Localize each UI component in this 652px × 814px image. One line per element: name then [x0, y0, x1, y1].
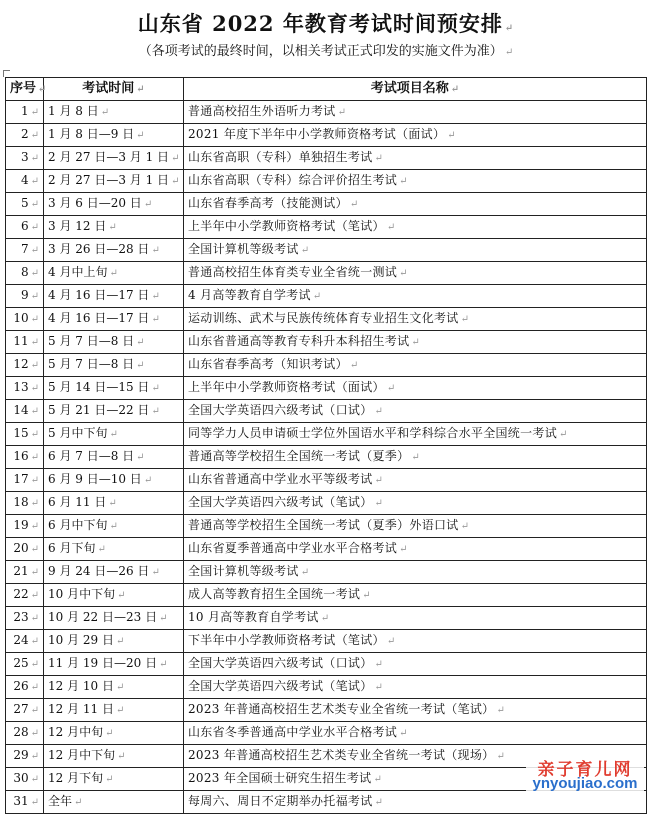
- paragraph-mark-icon: ↵: [151, 314, 160, 325]
- row-exam-name-cell: 2023 年全国硕士研究生招生考试 ↵: [184, 768, 647, 791]
- table-row: [6, 469, 647, 492]
- table-row: [6, 722, 647, 745]
- row-number-cell: 6 ↵: [6, 216, 44, 239]
- table-row: [6, 538, 647, 561]
- paragraph-mark-icon: ↵: [386, 222, 396, 233]
- paragraph-mark-icon: ↵: [374, 682, 384, 693]
- row-number-cell: 3 ↵: [6, 147, 44, 170]
- paragraph-mark-icon: ↵: [337, 107, 347, 118]
- row-number-cell: 11 ↵: [6, 331, 44, 354]
- paragraph-mark-icon: ↵: [171, 176, 180, 187]
- row-exam-time-cell: 3 月 6 日—20 日 ↵: [44, 193, 184, 216]
- table-row: [6, 400, 647, 423]
- paragraph-mark-icon: ↵: [30, 222, 39, 233]
- table-row: [6, 216, 647, 239]
- paragraph-mark-icon: ↵: [109, 521, 118, 532]
- row-exam-time-cell: 4 月 16 日—17 日 ↵: [44, 285, 184, 308]
- row-exam-name-cell: 下半年中小学教师资格考试（笔试） ↵: [184, 630, 647, 653]
- row-exam-time-cell: 12 月 10 日 ↵: [44, 676, 184, 699]
- paragraph-mark-icon: ↵: [30, 291, 39, 302]
- paragraph-mark-icon: ↵: [74, 797, 83, 808]
- row-number-cell: 18 ↵: [6, 492, 44, 515]
- paragraph-mark-icon: ↵: [30, 797, 39, 808]
- row-number-cell: 24 ↵: [6, 630, 44, 653]
- paragraph-mark-icon: ↵: [143, 475, 153, 486]
- paragraph-mark-icon: ↵: [97, 544, 106, 555]
- paragraph-mark-icon: ↵: [399, 268, 408, 279]
- table-row: [6, 515, 647, 538]
- paragraph-mark-icon: ↵: [30, 176, 39, 187]
- row-number-cell: 14 ↵: [6, 400, 44, 423]
- row-exam-time-cell: 6 月下旬 ↵: [44, 538, 184, 561]
- header-exam-name: 考试项目名称 ↵: [184, 78, 647, 101]
- paragraph-mark-icon: ↵: [30, 682, 39, 693]
- paragraph-mark-icon: ↵: [136, 130, 145, 141]
- row-number-cell: 16 ↵: [6, 446, 44, 469]
- paragraph-mark-icon: ↵: [460, 521, 470, 532]
- paragraph-mark-icon: ↵: [115, 705, 125, 716]
- row-exam-time-cell: 10 月 22 日—23 日 ↵: [44, 607, 184, 630]
- paragraph-mark-icon: ↵: [30, 475, 39, 486]
- row-number-cell: 31 ↵: [6, 791, 44, 814]
- table-row: [6, 446, 647, 469]
- row-exam-name-cell: 普通高校招生外语听力考试 ↵: [184, 101, 647, 124]
- paragraph-mark-icon: ↵: [374, 498, 384, 509]
- paragraph-mark-icon: ↵: [320, 613, 330, 624]
- paragraph-mark-icon: ↵: [30, 613, 39, 624]
- row-exam-time-cell: 6 月 7 日—8 日 ↵: [44, 446, 184, 469]
- paragraph-mark-icon: ↵: [496, 751, 506, 762]
- paragraph-mark-icon: ↵: [117, 751, 126, 762]
- paragraph-mark-icon: ↵: [136, 337, 145, 348]
- row-exam-name-cell: 山东省普通高等教育专科升本科招生考试 ↵: [184, 331, 647, 354]
- paragraph-mark-icon: ↵: [151, 383, 160, 394]
- row-exam-time-cell: 3 月 26 日—28 日 ↵: [44, 239, 184, 262]
- row-exam-time-cell: 10 月 29 日 ↵: [44, 630, 184, 653]
- row-number-cell: 9 ↵: [6, 285, 44, 308]
- row-exam-name-cell: 山东省高职（专科）单独招生考试 ↵: [184, 147, 647, 170]
- paragraph-mark-icon: ↵: [30, 498, 39, 509]
- paragraph-mark-icon: ↵: [30, 199, 39, 210]
- document-title: [0, 8, 652, 38]
- paragraph-mark-icon: ↵: [109, 268, 118, 279]
- row-exam-name-cell: 普通高等学校招生全国统一考试（夏季） ↵: [184, 446, 647, 469]
- subtitle-text: （各项考试的最终时间，以相关考试正式印发的实施文件为准）: [138, 44, 503, 59]
- row-exam-name-cell: 普通高等学校招生全国统一考试（夏季）外语口试 ↵: [184, 515, 647, 538]
- paragraph-mark-icon: ↵: [411, 337, 421, 348]
- paragraph-mark-icon: ↵: [460, 314, 470, 325]
- paragraph-mark-icon: ↵: [30, 337, 39, 348]
- row-exam-time-cell: 4 月中上旬 ↵: [44, 262, 184, 285]
- row-exam-time-cell: 9 月 24 日—26 日 ↵: [44, 561, 184, 584]
- paragraph-mark-icon: ↵: [108, 498, 117, 509]
- paragraph-mark-icon: ↵: [115, 682, 125, 693]
- paragraph-mark-icon: ↵: [30, 383, 39, 394]
- paragraph-mark-icon: ↵: [374, 659, 384, 670]
- row-exam-time-cell: 2 月 27 日—3 月 1 日 ↵: [44, 147, 184, 170]
- paragraph-mark-icon: ↵: [504, 23, 515, 34]
- row-number-cell: 23 ↵: [6, 607, 44, 630]
- row-exam-time-cell: 1 月 8 日 ↵: [44, 101, 184, 124]
- table-row: [6, 262, 647, 285]
- paragraph-mark-icon: ↵: [105, 774, 114, 785]
- paragraph-mark-icon: ↵: [374, 475, 384, 486]
- paragraph-mark-icon: ↵: [373, 774, 383, 785]
- header-number: 序号 ↵: [6, 78, 44, 101]
- row-exam-name-cell: 山东省春季高考（技能测试） ↵: [184, 193, 647, 216]
- paragraph-mark-icon: ↵: [109, 429, 118, 440]
- row-exam-name-cell: 4 月高等教育自学考试 ↵: [184, 285, 647, 308]
- table-row: [6, 630, 647, 653]
- row-exam-time-cell: 12 月中旬 ↵: [44, 722, 184, 745]
- table-header-row: [6, 78, 647, 101]
- table-row: [6, 101, 647, 124]
- paragraph-mark-icon: ↵: [386, 383, 396, 394]
- watermark-site-url: ynyoujiao.com: [532, 775, 638, 792]
- paragraph-mark-icon: ↵: [30, 774, 39, 785]
- row-exam-time-cell: 5 月 14 日—15 日 ↵: [44, 377, 184, 400]
- row-number-cell: 8 ↵: [6, 262, 44, 285]
- row-exam-time-cell: 5 月 7 日—8 日 ↵: [44, 331, 184, 354]
- paragraph-mark-icon: ↵: [151, 406, 160, 417]
- table-row: [6, 354, 647, 377]
- row-exam-name-cell: 2023 年普通高校招生艺术类专业全省统一考试（现场） ↵: [184, 745, 647, 768]
- paragraph-mark-icon: ↵: [30, 544, 39, 555]
- paragraph-mark-icon: ↵: [374, 406, 384, 417]
- exam-schedule-table: [5, 77, 647, 814]
- paragraph-mark-icon: ↵: [100, 107, 110, 118]
- paragraph-mark-icon: ↵: [30, 429, 39, 440]
- paragraph-mark-icon: ↵: [349, 199, 359, 210]
- row-exam-name-cell: 全国计算机等级考试 ↵: [184, 239, 647, 262]
- row-exam-name-cell: 全国计算机等级考试 ↵: [184, 561, 647, 584]
- paragraph-mark-icon: ↵: [30, 521, 39, 532]
- paragraph-mark-icon: ↵: [30, 659, 39, 670]
- row-number-cell: 12 ↵: [6, 354, 44, 377]
- paragraph-mark-icon: ↵: [30, 107, 39, 118]
- row-number-cell: 28 ↵: [6, 722, 44, 745]
- row-number-cell: 4 ↵: [6, 170, 44, 193]
- row-number-cell: 26 ↵: [6, 676, 44, 699]
- paragraph-mark-icon: ↵: [300, 245, 310, 256]
- paragraph-mark-icon: ↵: [399, 728, 408, 739]
- paragraph-mark-icon: ↵: [30, 728, 39, 739]
- paragraph-mark-icon: ↵: [159, 659, 168, 670]
- row-exam-name-cell: 山东省普通高中学业水平等级考试 ↵: [184, 469, 647, 492]
- row-exam-time-cell: 全年 ↵: [44, 791, 184, 814]
- row-exam-name-cell: 运动训练、武术与民族传统体育专业招生文化考试 ↵: [184, 308, 647, 331]
- paragraph-mark-icon: ↵: [136, 360, 145, 371]
- row-number-cell: 7 ↵: [6, 239, 44, 262]
- table-row: [6, 147, 647, 170]
- paragraph-mark-icon: ↵: [30, 705, 39, 716]
- row-number-cell: 5 ↵: [6, 193, 44, 216]
- row-exam-name-cell: 山东省高职（专科）综合评价招生考试 ↵: [184, 170, 647, 193]
- paragraph-mark-icon: ↵: [504, 47, 514, 58]
- header-exam-time: 考试时间 ↵: [44, 78, 184, 101]
- document-subtitle: [0, 40, 652, 59]
- row-exam-time-cell: 5 月 21 日—22 日 ↵: [44, 400, 184, 423]
- paragraph-mark-icon: ↵: [30, 751, 39, 762]
- row-exam-time-cell: 12 月下旬 ↵: [44, 768, 184, 791]
- row-exam-name-cell: 全国大学英语四六级考试（笔试） ↵: [184, 492, 647, 515]
- watermark-site-name: 亲子育儿网: [537, 760, 633, 780]
- row-exam-name-cell: 同等学力人员申请硕士学位外国语水平和学科综合水平全国统一考试 ↵: [184, 423, 647, 446]
- row-exam-name-cell: 普通高校招生体育类专业全省统一测试 ↵: [184, 262, 647, 285]
- table-row: [6, 193, 647, 216]
- paragraph-mark-icon: ↵: [399, 176, 408, 187]
- row-exam-name-cell: 每周六、周日不定期举办托福考试 ↵: [184, 791, 647, 814]
- table-row: [6, 561, 647, 584]
- row-exam-name-cell: 2021 年度下半年中小学教师资格考试（面试） ↵: [184, 124, 647, 147]
- site-watermark: [526, 755, 644, 795]
- row-exam-time-cell: 6 月 9 日—10 日 ↵: [44, 469, 184, 492]
- row-exam-time-cell: 6 月中下旬 ↵: [44, 515, 184, 538]
- paragraph-mark-icon: ↵: [300, 567, 310, 578]
- row-exam-time-cell: 10 月中下旬 ↵: [44, 584, 184, 607]
- table-row: [6, 423, 647, 446]
- row-exam-name-cell: 10 月高等教育自学考试 ↵: [184, 607, 647, 630]
- paragraph-mark-icon: ↵: [362, 590, 371, 601]
- paragraph-mark-icon: ↵: [496, 705, 506, 716]
- paragraph-mark-icon: ↵: [151, 245, 160, 256]
- row-exam-name-cell: 全国大学英语四六级考试（笔试） ↵: [184, 676, 647, 699]
- paragraph-mark-icon: ↵: [151, 291, 160, 302]
- table-row: [6, 653, 647, 676]
- row-number-cell: 29 ↵: [6, 745, 44, 768]
- paragraph-mark-icon: ↵: [30, 406, 39, 417]
- paragraph-mark-icon: ↵: [108, 222, 117, 233]
- table-anchor-corner: [3, 70, 10, 77]
- row-exam-name-cell: 2023 年普通高校招生艺术类专业全省统一考试（笔试） ↵: [184, 699, 647, 722]
- table-row: [6, 584, 647, 607]
- row-number-cell: 17 ↵: [6, 469, 44, 492]
- paragraph-mark-icon: ↵: [30, 268, 39, 279]
- paragraph-mark-icon: ↵: [559, 429, 568, 440]
- paragraph-mark-icon: ↵: [312, 291, 322, 302]
- row-exam-time-cell: 11 月 19 日—20 日 ↵: [44, 653, 184, 676]
- paragraph-mark-icon: ↵: [105, 728, 114, 739]
- paragraph-mark-icon: ↵: [30, 452, 39, 463]
- paragraph-mark-icon: ↵: [374, 153, 384, 164]
- paragraph-mark-icon: ↵: [30, 590, 39, 601]
- row-number-cell: 10 ↵: [6, 308, 44, 331]
- row-exam-time-cell: 3 月 12 日 ↵: [44, 216, 184, 239]
- paragraph-mark-icon: ↵: [399, 544, 408, 555]
- row-number-cell: 13 ↵: [6, 377, 44, 400]
- row-number-cell: 27 ↵: [6, 699, 44, 722]
- table-row: [6, 699, 647, 722]
- paragraph-mark-icon: ↵: [30, 567, 39, 578]
- table-row: [6, 285, 647, 308]
- paragraph-mark-icon: ↵: [30, 314, 39, 325]
- row-exam-name-cell: 成人高等教育招生全国统一考试 ↵: [184, 584, 647, 607]
- row-number-cell: 22 ↵: [6, 584, 44, 607]
- row-exam-name-cell: 上半年中小学教师资格考试（面试） ↵: [184, 377, 647, 400]
- paragraph-mark-icon: ↵: [30, 130, 39, 141]
- paragraph-mark-icon: ↵: [349, 360, 359, 371]
- row-exam-time-cell: 12 月 11 日 ↵: [44, 699, 184, 722]
- row-exam-time-cell: 4 月 16 日—17 日 ↵: [44, 308, 184, 331]
- paragraph-mark-icon: ↵: [447, 130, 456, 141]
- row-exam-time-cell: 5 月 7 日—8 日 ↵: [44, 354, 184, 377]
- table-row: [6, 676, 647, 699]
- paragraph-mark-icon: ↵: [151, 567, 160, 578]
- paragraph-mark-icon: ↵: [386, 636, 396, 647]
- title-text: 山东省 2022 年教育考试时间预安排: [137, 11, 503, 36]
- table-row: [6, 308, 647, 331]
- row-exam-time-cell: 6 月 11 日 ↵: [44, 492, 184, 515]
- paragraph-mark-icon: ↵: [30, 360, 39, 371]
- row-exam-name-cell: 上半年中小学教师资格考试（笔试） ↵: [184, 216, 647, 239]
- table-row: [6, 377, 647, 400]
- row-number-cell: 21 ↵: [6, 561, 44, 584]
- row-exam-time-cell: 12 月中下旬 ↵: [44, 745, 184, 768]
- table-row: [6, 170, 647, 193]
- paragraph-mark-icon: ↵: [136, 452, 145, 463]
- row-number-cell: 2 ↵: [6, 124, 44, 147]
- paragraph-mark-icon: ↵: [30, 153, 39, 164]
- paragraph-mark-icon: ↵: [30, 636, 39, 647]
- paragraph-mark-icon: ↵: [159, 613, 168, 624]
- row-exam-name-cell: 山东省冬季普通高中学业水平合格考试 ↵: [184, 722, 647, 745]
- row-exam-name-cell: 山东省春季高考（知识考试） ↵: [184, 354, 647, 377]
- row-number-cell: 19 ↵: [6, 515, 44, 538]
- table-row: [6, 607, 647, 630]
- row-exam-time-cell: 5 月中下旬 ↵: [44, 423, 184, 446]
- table-row: [6, 331, 647, 354]
- table-row: [6, 124, 647, 147]
- row-number-cell: 20 ↵: [6, 538, 44, 561]
- table-row: [6, 492, 647, 515]
- row-number-cell: 25 ↵: [6, 653, 44, 676]
- paragraph-mark-icon: ↵: [30, 245, 39, 256]
- table-row: [6, 239, 647, 262]
- paragraph-mark-icon: ↵: [117, 590, 126, 601]
- paragraph-mark-icon: ↵: [171, 153, 180, 164]
- row-number-cell: 30 ↵: [6, 768, 44, 791]
- row-exam-name-cell: 全国大学英语四六级考试（口试） ↵: [184, 653, 647, 676]
- row-exam-name-cell: 全国大学英语四六级考试（口试） ↵: [184, 400, 647, 423]
- paragraph-mark-icon: ↵: [411, 452, 421, 463]
- row-exam-time-cell: 2 月 27 日—3 月 1 日 ↵: [44, 170, 184, 193]
- row-exam-name-cell: 山东省夏季普通高中学业水平合格考试 ↵: [184, 538, 647, 561]
- row-exam-time-cell: 1 月 8 日—9 日 ↵: [44, 124, 184, 147]
- paragraph-mark-icon: ↵: [374, 797, 384, 808]
- paragraph-mark-icon: ↵: [115, 636, 125, 647]
- row-number-cell: 1 ↵: [6, 101, 44, 124]
- paragraph-mark-icon: ↵: [143, 199, 153, 210]
- row-number-cell: 15 ↵: [6, 423, 44, 446]
